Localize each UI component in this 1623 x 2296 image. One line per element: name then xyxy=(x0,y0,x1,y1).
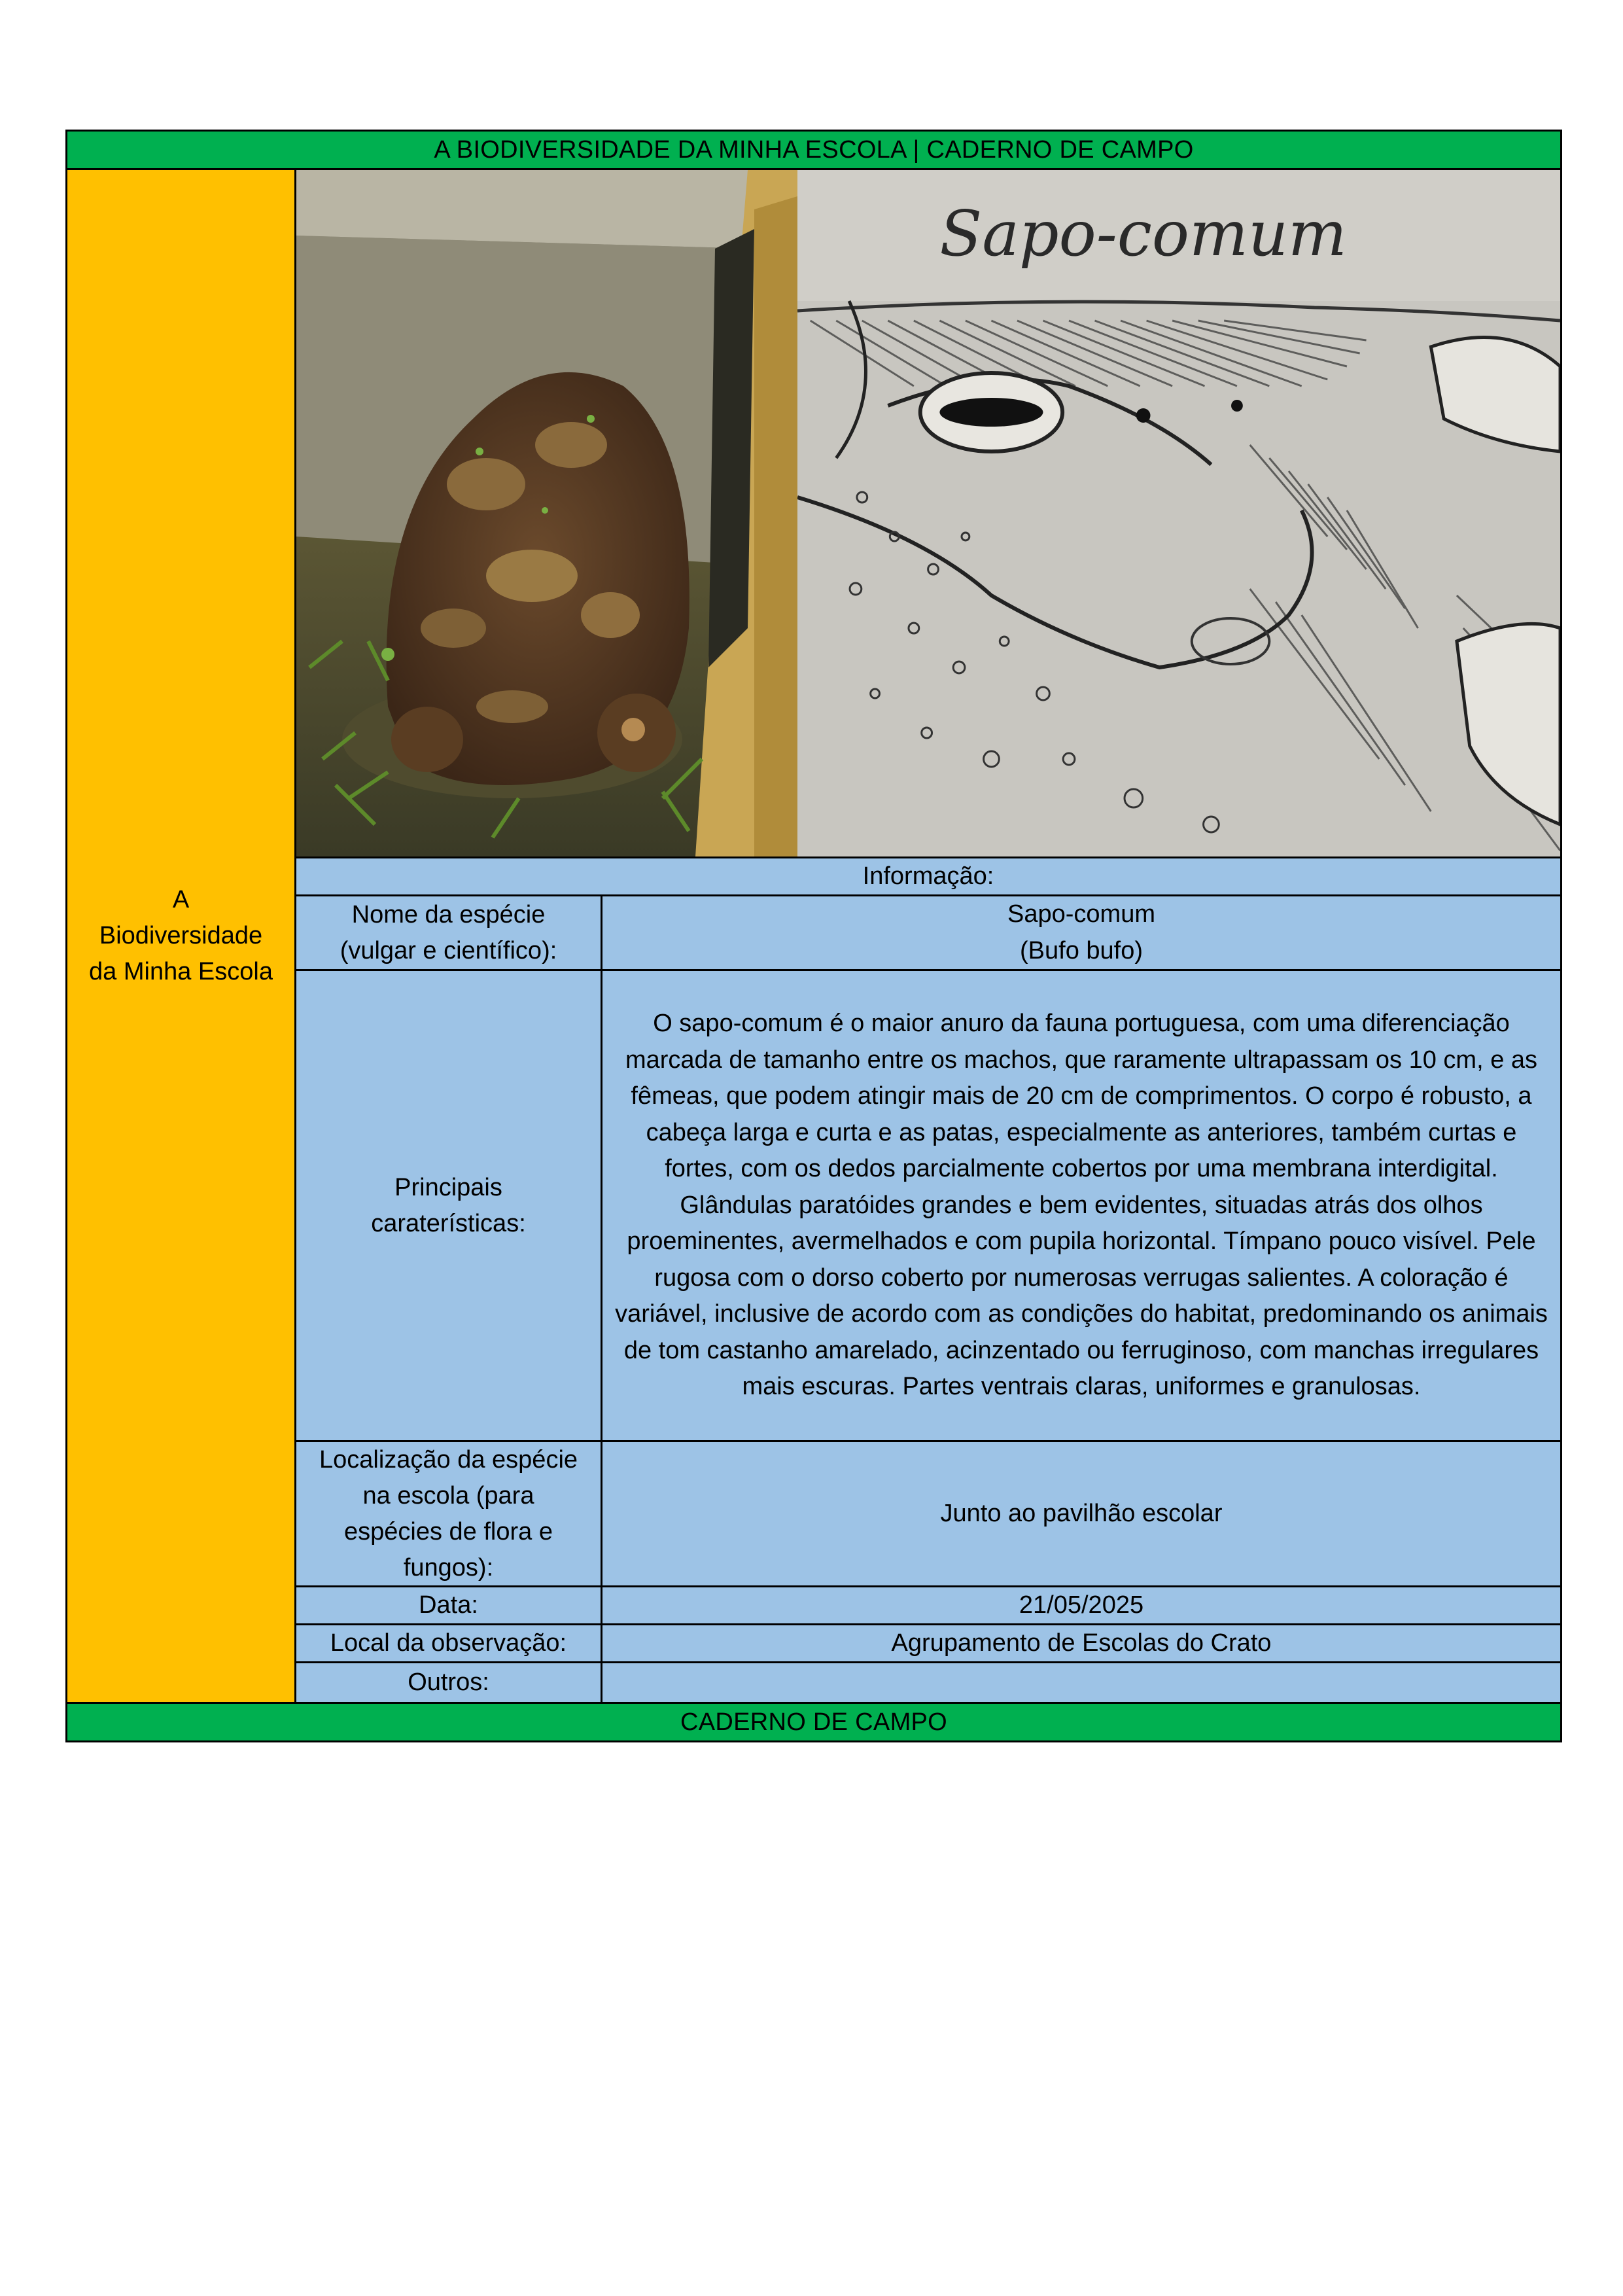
species-scientific-name: (Bufo bufo) xyxy=(1020,936,1143,964)
characteristics-label-line1: Principais xyxy=(394,1173,502,1201)
date-value: 21/05/2025 xyxy=(1019,1591,1144,1619)
location-label-line2: na escola (para xyxy=(362,1481,534,1510)
info-heading xyxy=(296,858,1560,896)
location-label-line1: Localização da espécie xyxy=(319,1445,578,1474)
footer-title: CADERNO DE CAMPO xyxy=(680,1708,948,1736)
characteristics-value xyxy=(602,971,1560,1440)
characteristics-label xyxy=(296,971,602,1440)
sidebar-label-line2: Biodiversidade xyxy=(99,922,263,949)
content-area xyxy=(296,170,1560,1702)
sidebar-label-line3: da Minha Escola xyxy=(89,958,273,985)
species-name-label-line2: (vulgar e científico): xyxy=(340,936,557,964)
observation-place-value: Agrupamento de Escolas do Crato xyxy=(891,1629,1272,1657)
species-name-value xyxy=(602,896,1560,969)
header-title: A BIODIVERSIDADE DA MINHA ESCOLA | CADERNO DE CAMPO xyxy=(434,135,1194,164)
toad-drawing xyxy=(797,170,1560,857)
header-bar xyxy=(67,132,1560,170)
characteristics-label-line2: caraterísticas: xyxy=(371,1209,526,1237)
observation-place-label: Local da observação: xyxy=(296,1625,602,1661)
field-notebook-sheet xyxy=(65,130,1562,1742)
species-common-name: Sapo-comum xyxy=(1007,900,1155,928)
drawing-caption: Sapo-comum xyxy=(939,196,1348,271)
toad-photo-image xyxy=(296,170,797,857)
sheet-body xyxy=(67,170,1560,1702)
location-value xyxy=(602,1442,1560,1585)
toad-drawing-image xyxy=(797,170,1560,857)
other-value xyxy=(602,1663,1560,1702)
observation-place-row xyxy=(296,1625,1560,1663)
location-label-line4: fungos): xyxy=(403,1553,494,1581)
info-heading-text: Informação: xyxy=(862,862,994,890)
location-value-text: Junto ao pavilhão escolar xyxy=(940,1499,1223,1527)
footer-bar xyxy=(67,1702,1560,1740)
location-label xyxy=(296,1442,602,1585)
species-name-label-line1: Nome da espécie xyxy=(351,900,546,928)
species-name-label xyxy=(296,896,602,969)
location-row xyxy=(296,1442,1560,1587)
species-name-row xyxy=(296,896,1560,971)
sidebar-label-line1: A xyxy=(172,886,190,913)
other-row xyxy=(296,1663,1560,1702)
sidebar-label xyxy=(67,170,296,1702)
date-label: Data: xyxy=(296,1587,602,1623)
characteristics-text: O sapo-comum é o maior anuro da fauna portuguesa, com uma diferenciação marcada de tamanho entre os machos, que raramente ultrapassam os 10 cm, e as fêmeas, que podem atingir mais de 20 cm de comprimentos. O corpo é robusto, a cabeça larga e curta e as patas, especialmente as anteriores, também curtas e fortes, com os dedos parcialmente cobertos por uma membrana interdigital. Glândulas paratóides grandes e bem evidentes, situadas atrás dos olhos proeminentes, avermelhados e com pupila horizontal. Tímpano pouco visível. Pele rugosa com o dorso coberto por numerosas verrugas salientes. A coloração é variável, inclusive de acordo com as condições do habitat, predominando os animais de tom castanho amarelado, acinzentado ou ferruginoso, com manchas irregulares mais escuras. Partes ventrais claras, uniformes e granulosas. xyxy=(615,1010,1548,1401)
other-label: Outros: xyxy=(296,1663,602,1702)
toad-photo xyxy=(296,170,797,857)
photos-row xyxy=(296,170,1560,858)
date-row xyxy=(296,1587,1560,1625)
characteristics-row xyxy=(296,971,1560,1442)
location-label-line3: espécies de flora e xyxy=(344,1517,553,1545)
